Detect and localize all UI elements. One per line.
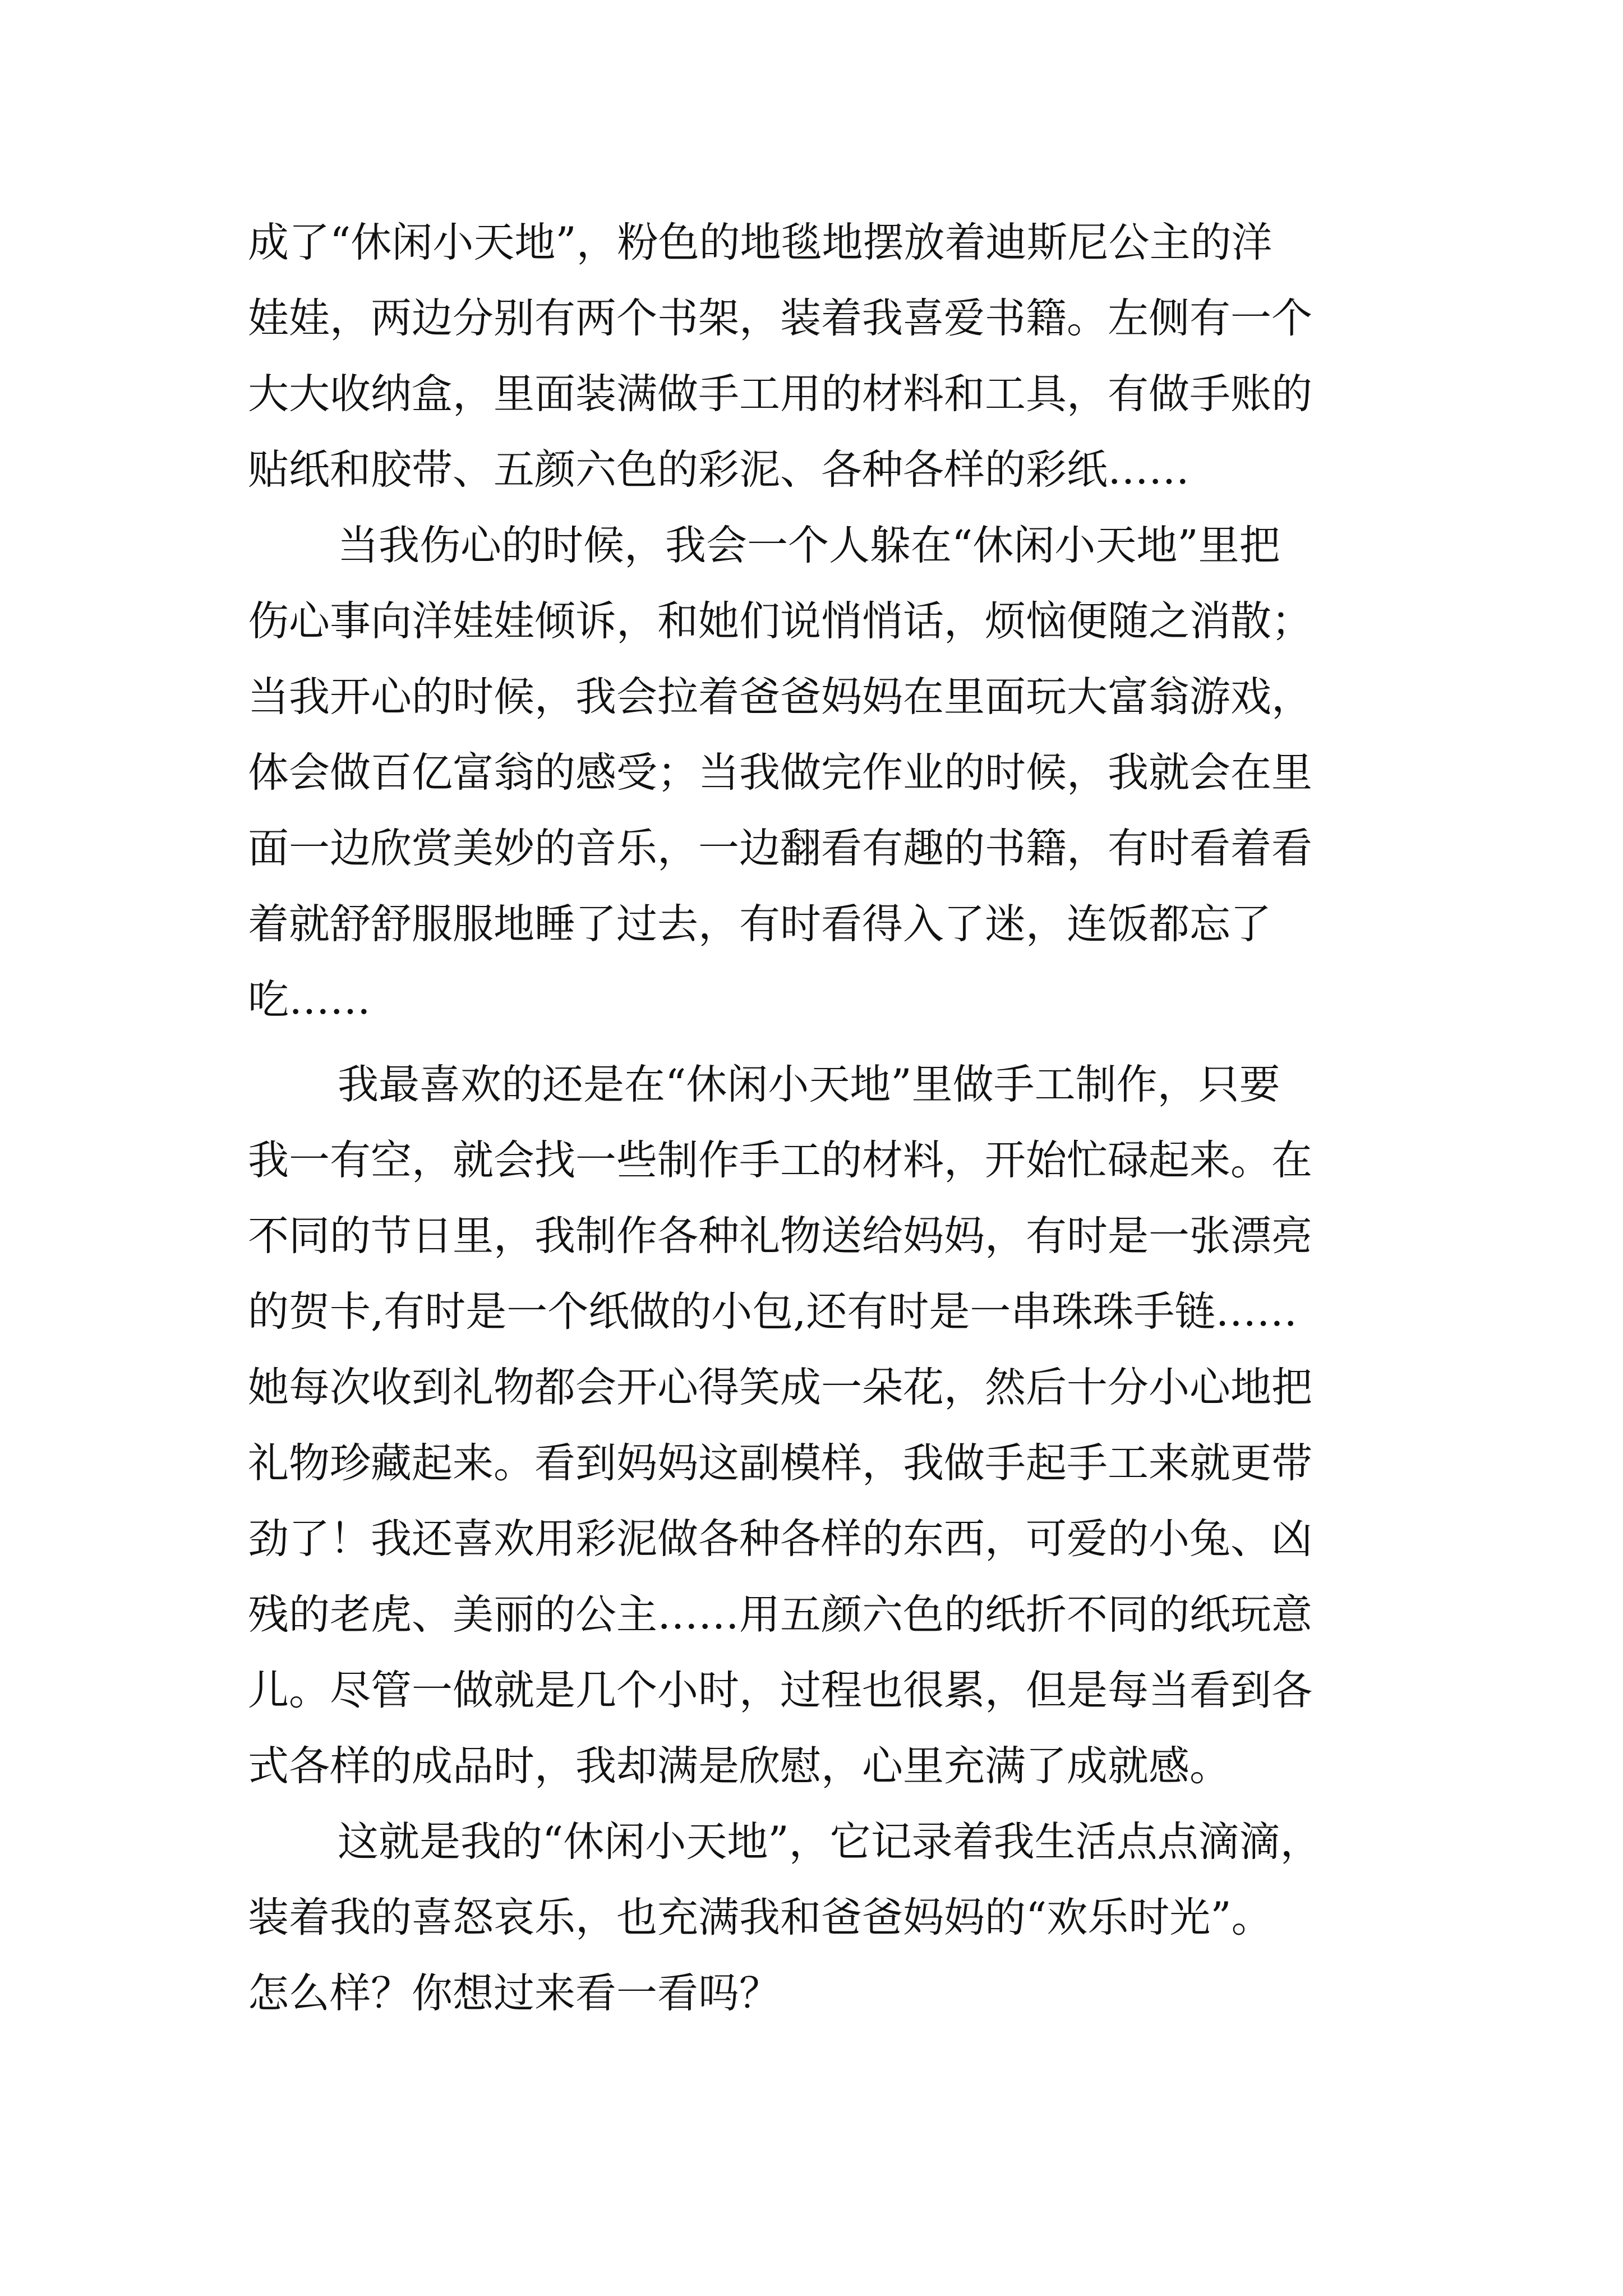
- text-line: 着就舒舒服服地睡了过去，有时看得入了迷，连饭都忘了: [248, 900, 1271, 948]
- text-line: 伤心事向洋娃娃倾诉，和她们说悄悄话，烦恼便随之消散；: [248, 597, 1312, 645]
- text-line: 成了“休闲小天地”，粉色的地毯地摆放着迪斯尼公主的洋: [248, 219, 1272, 266]
- text-line: 娃娃，两边分别有两个书架，装着我喜爱书籍。左侧有一个: [248, 295, 1312, 342]
- text-line: 当我开心的时候，我会拉着爸爸妈妈在里面玩大富翁游戏，: [248, 673, 1312, 721]
- text-line: 怎么样？你想过来看一看吗？: [248, 1970, 780, 2017]
- text-line: 的贺卡,有时是一个纸做的小包,还有时是一串珠珠手链……: [248, 1288, 1298, 1336]
- text-line: 不同的节日里，我制作各种礼物送给妈妈，有时是一张漂亮: [248, 1212, 1312, 1260]
- paragraph-first-line: 当我伤心的时候，我会一个人躲在“休闲小天地”里把: [338, 522, 1280, 569]
- text-line: 体会做百亿富翁的感受；当我做完作业的时候，我就会在里: [248, 749, 1312, 797]
- text-line: 礼物珍藏起来。看到妈妈这副模样，我做手起手工来就更带: [248, 1439, 1312, 1487]
- paragraph-first-line: 这就是我的“休闲小天地”，它记录着我生活点点滴滴，: [338, 1818, 1321, 1866]
- text-line: 儿。尽管一做就是几个小时，过程也很累，但是每当看到各: [248, 1667, 1312, 1714]
- text-line: 式各样的成品时，我却满是欣慰，心里充满了成就感。: [248, 1742, 1230, 1790]
- text-line: 我一有空，就会找一些制作手工的材料，开始忙碌起来。在: [248, 1137, 1312, 1184]
- text-line: 吃……: [248, 976, 371, 1024]
- paragraph-gap: [248, 1038, 1392, 1047]
- text-line: 残的老虎、美丽的公主……用五颜六色的纸折不同的纸玩意: [248, 1591, 1312, 1639]
- text-line: 她每次收到礼物都会开心得笑成一朵花，然后十分小心地把: [248, 1364, 1312, 1411]
- text-line: 面一边欣赏美妙的音乐，一边翻看有趣的书籍，有时看着看: [248, 825, 1312, 872]
- essay-body: [248, 205, 1392, 2031]
- paragraph-first-line: 我最喜欢的还是在“休闲小天地”里做手工制作，只要: [338, 1061, 1280, 1108]
- text-line: 劲了！我还喜欢用彩泥做各种各样的东西，可爱的小兔、凶: [248, 1515, 1312, 1563]
- text-line: 装着我的喜怒哀乐，也充满我和爸爸妈妈的“欢乐时光”。: [248, 1894, 1272, 1941]
- text-line: 大大收纳盒，里面装满做手工用的材料和工具，有做手账的: [248, 370, 1312, 418]
- text-line: 贴纸和胶带、五颜六色的彩泥、各种各样的彩纸……: [248, 446, 1189, 494]
